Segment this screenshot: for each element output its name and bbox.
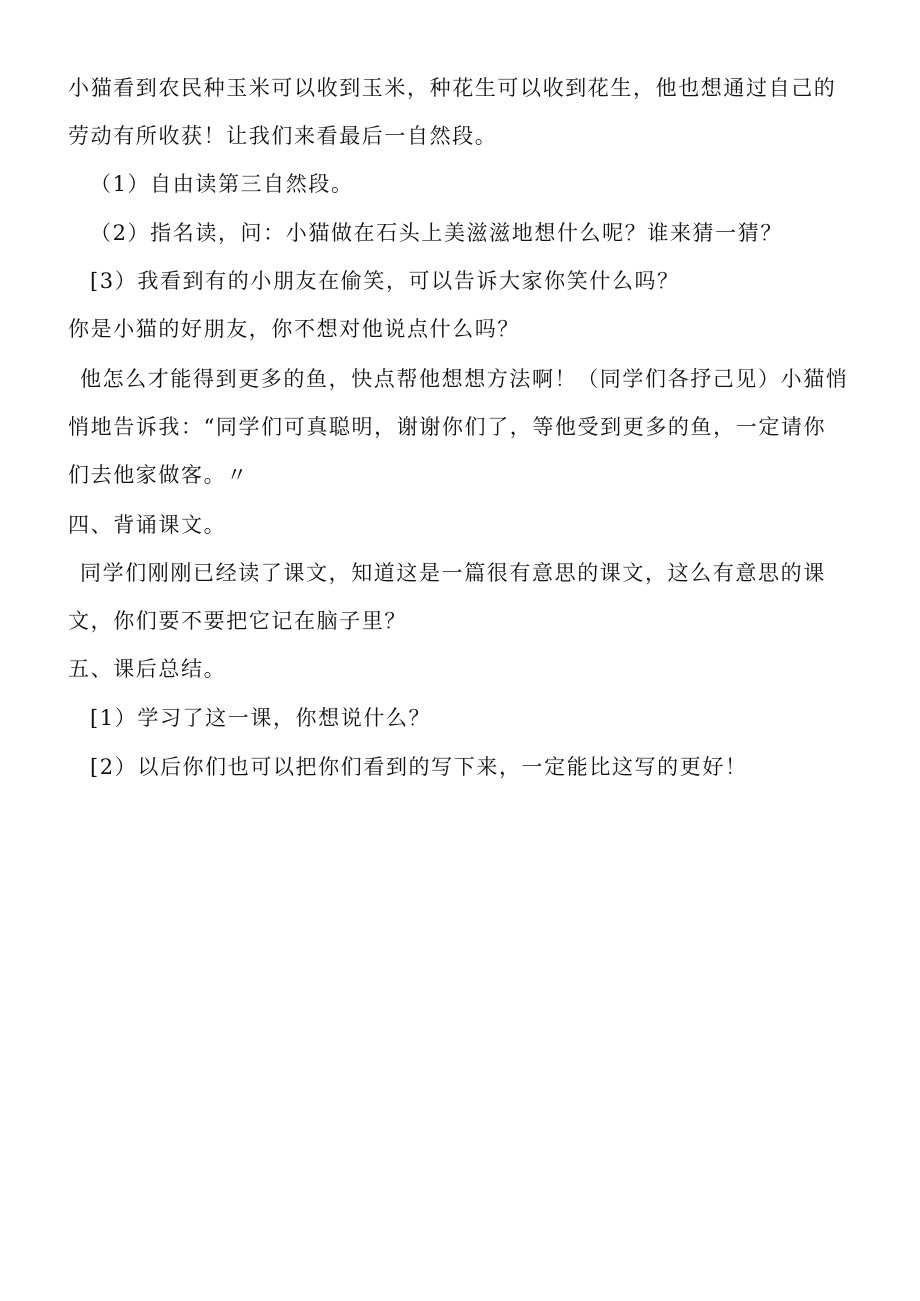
summary-item-1: [1）学习了这一课，你想说什么？ bbox=[90, 706, 432, 730]
step-1-line: （1）自由读第三自然段。 bbox=[90, 172, 354, 196]
paragraph-line-2: 劳动有所收获！让我们来看最后一自然段。 bbox=[68, 124, 498, 148]
section-heading-4: 四、背诵课文。 bbox=[68, 513, 227, 537]
paragraph-line-4: 悄地告诉我：“同学们可真聪明，谢谢你们了，等他受到更多的鱼，一定请你 bbox=[68, 415, 827, 439]
paragraph-line-7: 文，你们要不要把它记在脑子里？ bbox=[68, 609, 407, 633]
paragraph-line-3: 他怎么才能得到更多的鱼，快点帮他想想方法啊！（同学们各抒己见）小猫悄 bbox=[80, 367, 849, 391]
step-2-line: （2）指名读，问：小猫做在石头上美滋滋地想什么呢？谁来猜一猜？ bbox=[90, 221, 783, 245]
paragraph-line-1: 小猫看到农民种玉米可以收到玉米，种花生可以收到花生，他也想通过自己的 bbox=[68, 76, 837, 100]
question-line: 你是小猫的好朋友，你不想对他说点什么吗？ bbox=[68, 317, 520, 341]
step-3-line: [3）我看到有的小朋友在偷笑，可以告诉大家你笑什么吗？ bbox=[90, 269, 680, 293]
paragraph-line-6: 同学们刚刚已经读了课文，知道这是一篇很有意思的课文，这么有意思的课 bbox=[80, 561, 826, 585]
section-heading-5: 五、课后总结。 bbox=[68, 657, 227, 681]
paragraph-line-5: 们去他家做客。〃 bbox=[68, 463, 249, 487]
summary-item-2: [2）以后你们也可以把你们看到的写下来，一定能比这写的更好！ bbox=[90, 755, 748, 779]
